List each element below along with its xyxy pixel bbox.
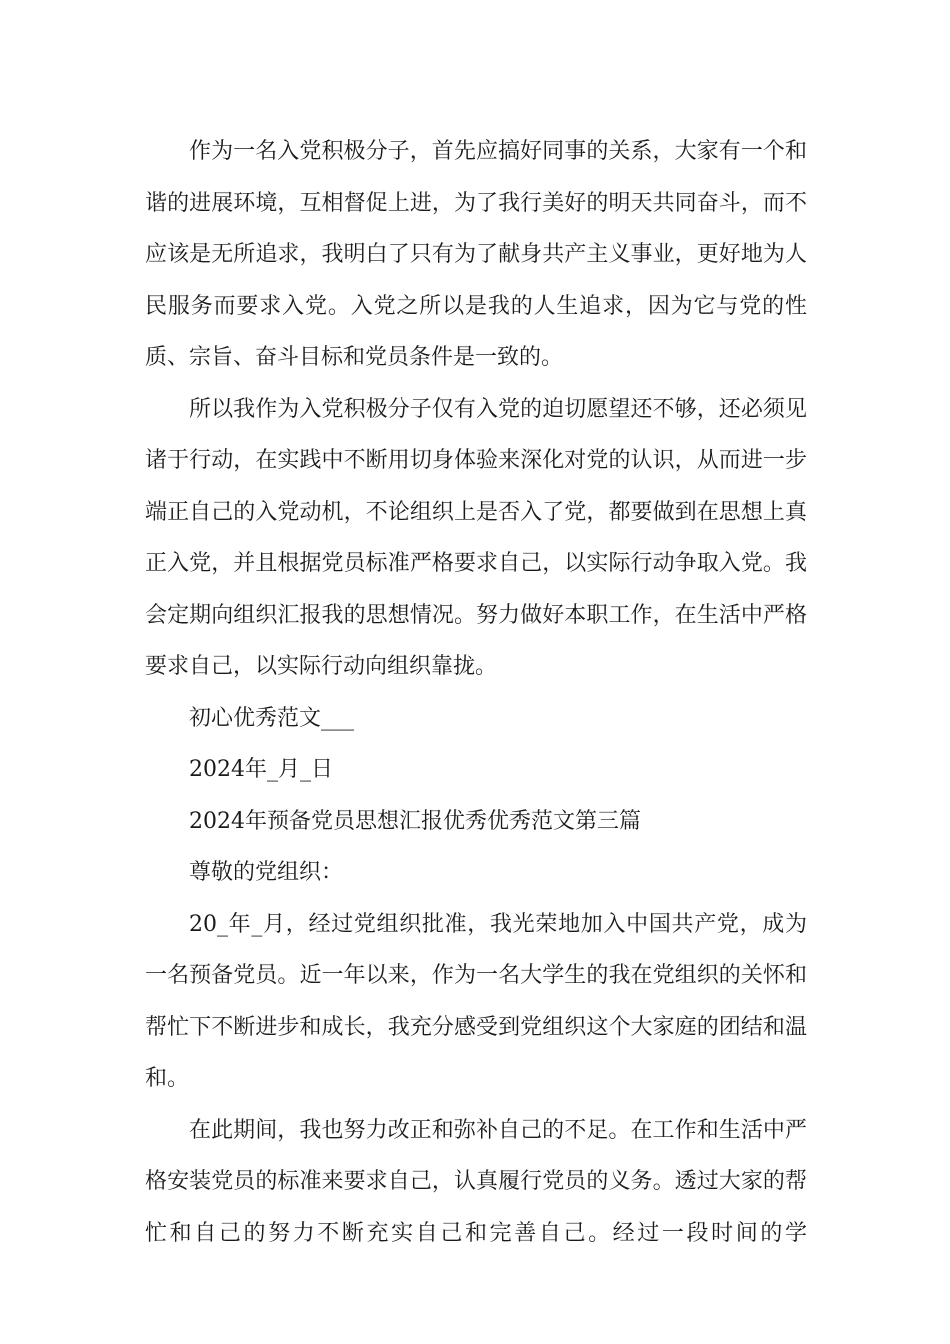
date-line: 2024年_月_日 <box>189 757 333 782</box>
body-paragraph: 在此期间，我也努力改正和弥补自己的不足。在工作和生活中严格安装党员的标准来要求自己，认真履行党员的义务。透过大家的帮忙和自己的努力不断充实自己和完善自己。经过一段时间的学 <box>145 1117 807 1246</box>
body-paragraph: 作为一名入党积极分子，首先应搞好同事的关系，大家有一个和谐的进展环境，互相督促上进，为了我行美好的明天共同奋斗，而不应该是无所追求，我明白了只有为了献身共产主义事业，更好地为人民服务而要求入党。入党之所以是我的人生追求，因为它与党的性质、宗旨、奋斗目标和党员条件是一致的。 <box>145 139 807 370</box>
section-title: 2024年预备党员思想汇报优秀优秀范文第三篇 <box>189 808 641 834</box>
salutation: 尊敬的党组织： <box>189 860 344 885</box>
body-paragraph: 所以我作为入党积极分子仅有入党的迫切愿望还不够，还必须见诸于行动，在实践中不断用切身体验来深化对党的认识，从而进一步端正自己的入党动机，不论组织上是否入了党，都要做到在思想上真正入党，并且根据党员标准严格要求自己，以实际行动争取入党。我会定期向组织汇报我的思想情况。努力做好本职工作，在生活中严格要求自己，以实际行动向组织靠拢。 <box>145 396 807 679</box>
document-page <box>145 126 807 1259</box>
body-paragraph: 20_年_月，经过党组织批准，我光荣地加入中国共产党，成为一名预备党员。近一年以来，作为一名大学生的我在党组织的关怀和帮忙下不断进步和成长，我充分感受到党组织这个大家庭的团结和温和。 <box>145 911 807 1091</box>
signature-line: 初心优秀范文___ <box>189 705 355 731</box>
